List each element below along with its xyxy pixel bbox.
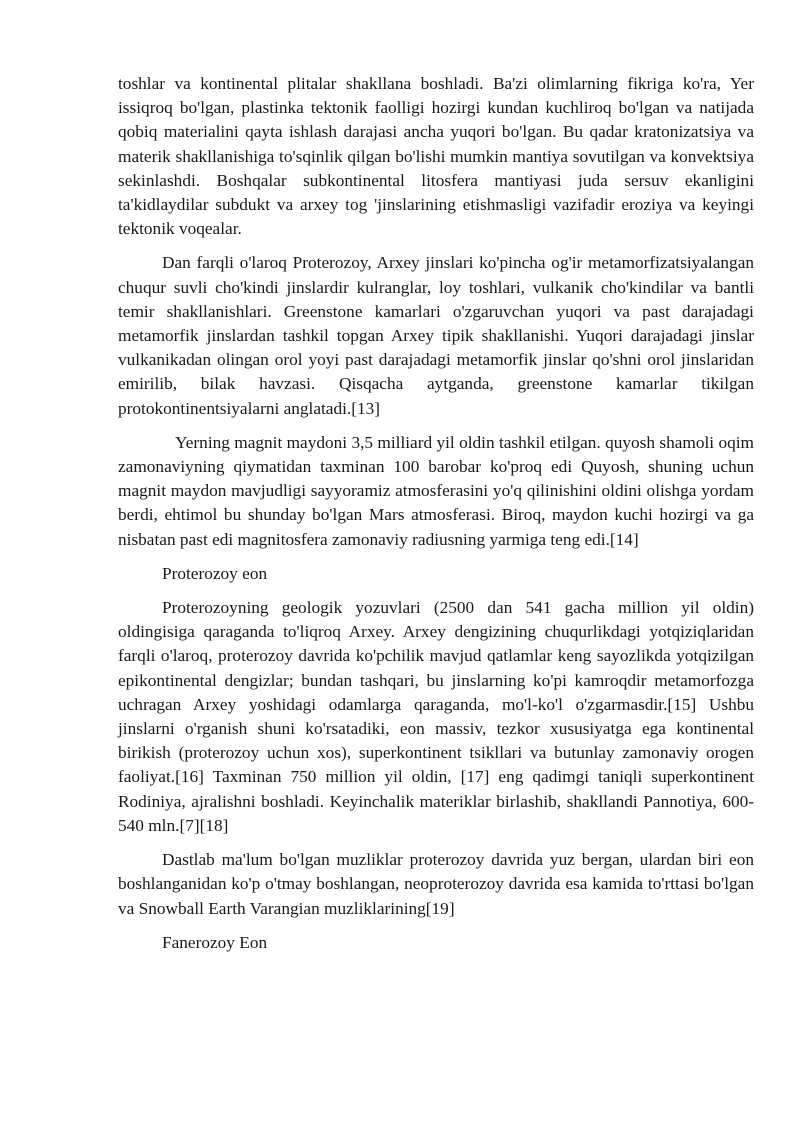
document-page (118, 72, 754, 965)
paragraph-magnetic-field: Yerning magnit maydoni 3,5 milliard yil oldin tashkil etilgan. quyosh shamoli oqim zamonaviyning qiymatidan taxminan 100 barobar ko'proq edi Quyosh, shuning uchun magnit maydon mavjudligi sayyoramiz atmosferasini yo'q qilinishini oldini olishga yordam berdi, ehtimol bu shunday bo'lgan Mars atmosferasi. Biroq, maydon kuchi hozirgi va ga nisbatan past edi magnitosfera zamonaviy radiusning yarmiga teng edi.[14] (118, 432, 754, 549)
paragraph-archean-crust: toshlar va kontinental plitalar shakllana boshladi. Ba'zi olimlarning fikriga ko'ra, Yer issiqroq bo'lgan, plastinka tektonik faolligi hozirgi kundan kuchliroq bo'lgan va natijada qobiq materialini qayta ishlash darajasi ancha yuqori bo'lgan. Bu qadar kratonizatsiya va materik shakllanishiga to'sqinlik qilgan bo'lishi mumkin mantiya sovutilgan va konvektsiya sekinlashdi. Boshqalar subkontinental litosfera mantiyasi juda sersuv ekanligini ta'kidlaydilar subdukt va arxey tog 'jinslarining etishmasligi vazifadir eroziya va keyingi tektonik voqealar. (118, 74, 754, 239)
paragraph-archean-rocks: Dan farqli o'laroq Proterozoy, Arxey jinslari ko'pincha og'ir metamorfizatsiyalangan chuqur suvli cho'kindi jinslardir kulranglar, loy toshlari, vulkanik cho'kindilar va bantli temir shakllanishlari. Greenstone kamarlari o'zgaruvchan yuqori va past darajadagi metamorfik jinslardan tashkil topgan Arxey tipik shakllanishi. Yuqori darajadagi jinslar vulkanikadan olingan orol yoyi past darajadagi metamorfik jinslar qo'shni orol jinslaridan emirilib, bilak havzasi. Qisqacha aytganda, greenstone kamarlar tikilgan protokontinentsiyalarni anglatadi.[13] (118, 253, 754, 418)
section-heading-phanerozoic: Fanerozoy Eon (162, 932, 268, 952)
paragraph-glaciations: Dastlab ma'lum bo'lgan muzliklar proterozoy davrida yuz bergan, ulardan biri eon boshlanganidan ko'p o'tmay boshlangan, neoproterozoy davrida esa kamida to'rttasi bo'lgan va Snowball Earth Varangian muzliklarining[19] (118, 850, 754, 918)
paragraph-proterozoic-record: Proterozoyning geologik yozuvlari (2500 dan 541 gacha million yil oldin) oldingisiga qaraganda to'liqroq Arxey. Arxey dengizining chuqurlikdagi yotqiziqlaridan farqli o'laroq, proterozoy davrida ko'pchilik mavjud qatlamlar keng sayozlikda yotqizilgan epikontinental dengizlar; bundan tashqari, bu jinslarning ko'pi kamroqdir metamorfozga uchragan Arxey yoshidagi odamlarga qaraganda, mo'l-ko'l o'zgarmasdir.[15] Ushbu jinslarni o'rganish shuni ko'rsatadiki, eon massiv, tezkor xususiyatga ega kontinental birikish (proterozoy uchun xos), superkontinent tsikllari va butunlay zamonaviy orogen faoliyat.[16] Taxminan 750 million yil oldin, [17] eng qadimgi taniqli superkontinent Rodiniya, ajralishni boshladi. Keyinchalik materiklar birlashib, shakllandi Pannotiya, 600-540 mln.[7][18] (118, 598, 754, 835)
section-heading-proterozoic: Proterozoy eon (162, 563, 268, 583)
